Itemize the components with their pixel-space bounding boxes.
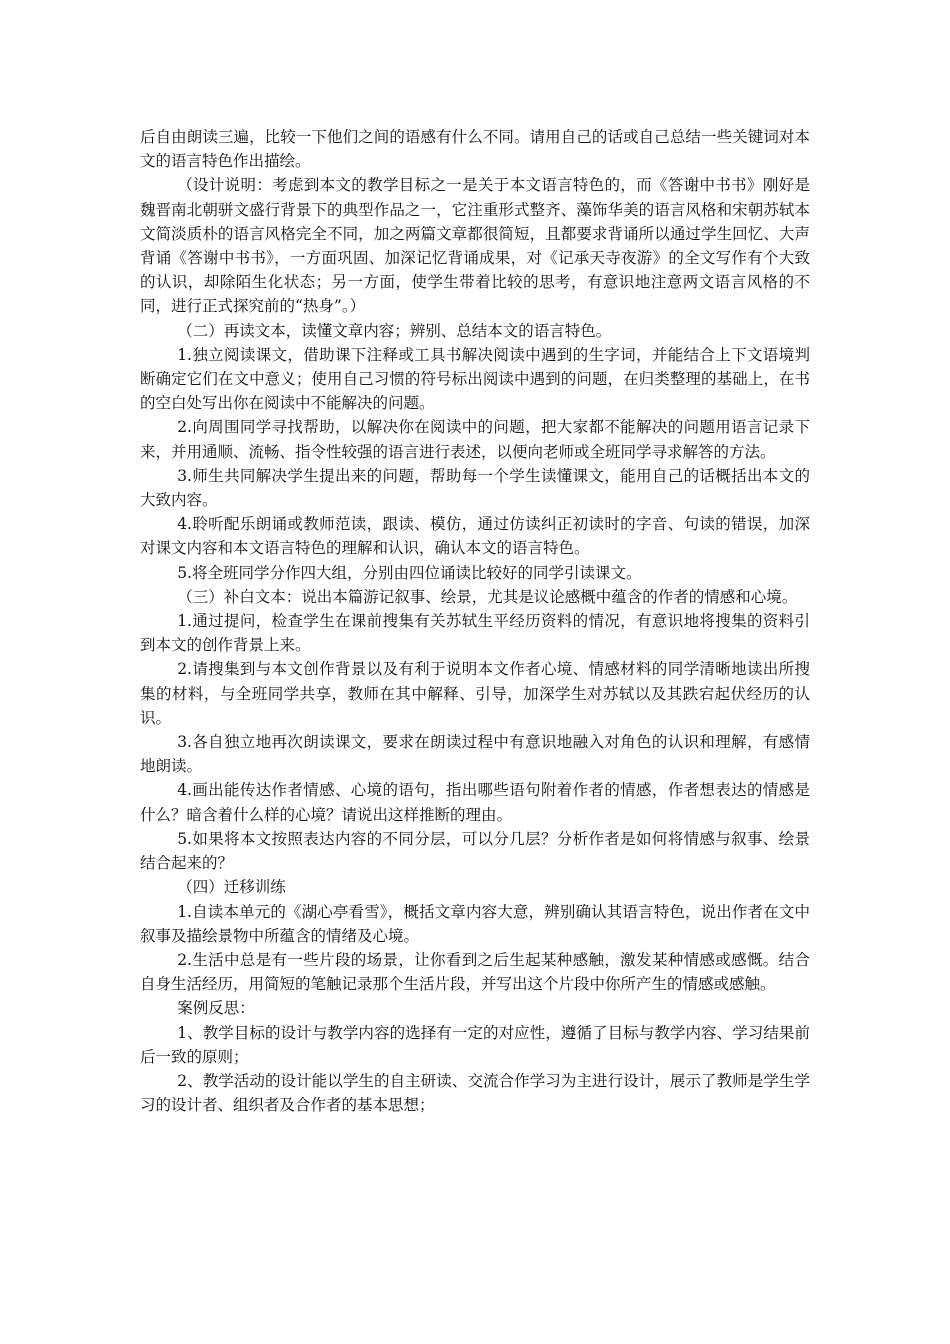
reflection-item: 2、教学活动的设计能以学生的自主研读、交流合作学习为主进行设计，展示了教师是学生学习的设计者、组织者及合作者的基本思想； (140, 1071, 810, 1115)
section-heading-2: （二）再读文本，读懂文章内容；辨别、总结本文的语言特色。 (177, 321, 612, 340)
reflection-heading: 案例反思： (177, 999, 255, 1018)
paragraph-item: 1.独立阅读课文，借助课下注释或工具书解决阅读中遇到的生字词，并能结合上下文语境判断确定它们在文中意义；使用自己习惯的符号标出阅读中遇到的问题，在归类整理的基础上，在书的空白处写出你在阅读中不能解决的问题。 (140, 345, 810, 413)
design-note-paragraph: （设计说明：考虑到本文的教学目标之一是关于本文语言特色的，而《答谢中书书》刚好是魏晋南北朝骈文盛行背景下的典型作品之一，它注重形式整齐、藻饰华美的语言风格和宋朝苏轼本文简淡质朴的语言风格完全不同，加之两篇文章都很简短，且都要求背诵所以通过学生回忆、大声背诵《答谢中书书》，一方面巩固、加深记忆背诵成果，对《记承天寺夜游》的全文写作有个大致的认识，却除陌生化状态；另一方面，使学生带着比较的思考，有意识地注意两文语言风格的不同，进行正式探究前的“热身”。） (140, 176, 810, 316)
paragraph-item: 5.将全班同学分作四大组，分别由四位诵读比较好的同学引读课文。 (177, 563, 642, 582)
section-heading-3: （三）补白文本：说出本篇游记叙事、绘景，尤其是议论感概中蕴含的作者的情感和心境。 (177, 587, 798, 606)
paragraph-item: 3.各自独立地再次朗读课文，要求在朗读过程中有意识地融入对角色的认识和理解，有感情地朗读。 (140, 733, 810, 776)
paragraph-item: 2.请搜集到与本文创作背景以及有利于说明本文作者心境、情感材料的同学清晰地读出所搜集的材料，与全班同学共享，教师在其中解释、引导，加深学生对苏轼以及其跌宕起伏经历的认识。 (140, 660, 810, 727)
paragraph-item: 5.如果将本文按照表达内容的不同分层，可以分几层？分析作者是如何将情感与叙事、绘景结合起来的？ (140, 829, 810, 873)
paragraph-item: 2.向周围同学寻找帮助，以解决你在阅读中的问题，把大家都不能解决的问题用语言记录下来，并用通顺、流畅、指令性较强的语言进行表述，以便向老师或全班同学寻求解答的方法。 (140, 418, 810, 461)
paragraph-continuation: 后自由朗读三遍，比较一下他们之间的语感有什么不同。请用自己的话或自己总结一些关键词对本文的语言特色作出描绘。 (140, 128, 810, 171)
document-page (140, 125, 810, 1117)
reflection-item: 1、教学目标的设计与教学内容的选择有一定的对应性，遵循了目标与教学内容、学习结果前后一致的原则； (140, 1023, 810, 1066)
paragraph-item: 1.通过提问，检查学生在课前搜集有关苏轼生平经历资料的情况，有意识地将搜集的资料引到本文的创作背景上来。 (140, 612, 810, 655)
paragraph-item: 1.自读本单元的《湖心亭看雪》，概括文章内容大意，辨别确认其语言特色，说出作者在文中叙事及描绘景物中所蕴含的情绪及心境。 (140, 902, 810, 945)
paragraph-item: 4.画出能传达作者情感、心境的语句，指出哪些语句附着作者的情感，作者想表达的情感是什么？暗含着什么样的心境？请说出这样推断的理由。 (140, 781, 810, 824)
section-heading-4: （四）迁移训练 (177, 878, 286, 897)
paragraph-item: 3.师生共同解决学生提出来的问题，帮助每一个学生读懂课文，能用自己的话概括出本文的大致内容。 (140, 466, 810, 510)
paragraph-item: 4.聆听配乐朗诵或教师范读，跟读、模仿，通过仿读纠正初读时的字音、句读的错误，加深对课文内容和本文语言特色的理解和认识，确认本文的语言特色。 (140, 515, 810, 558)
paragraph-item: 2.生活中总是有一些片段的场景，让你看到之后生起某种感触，激发某种情感或感慨。结合自身生活经历，用简短的笔触记录那个生活片段，并写出这个片段中你所产生的情感或感触。 (140, 950, 810, 994)
